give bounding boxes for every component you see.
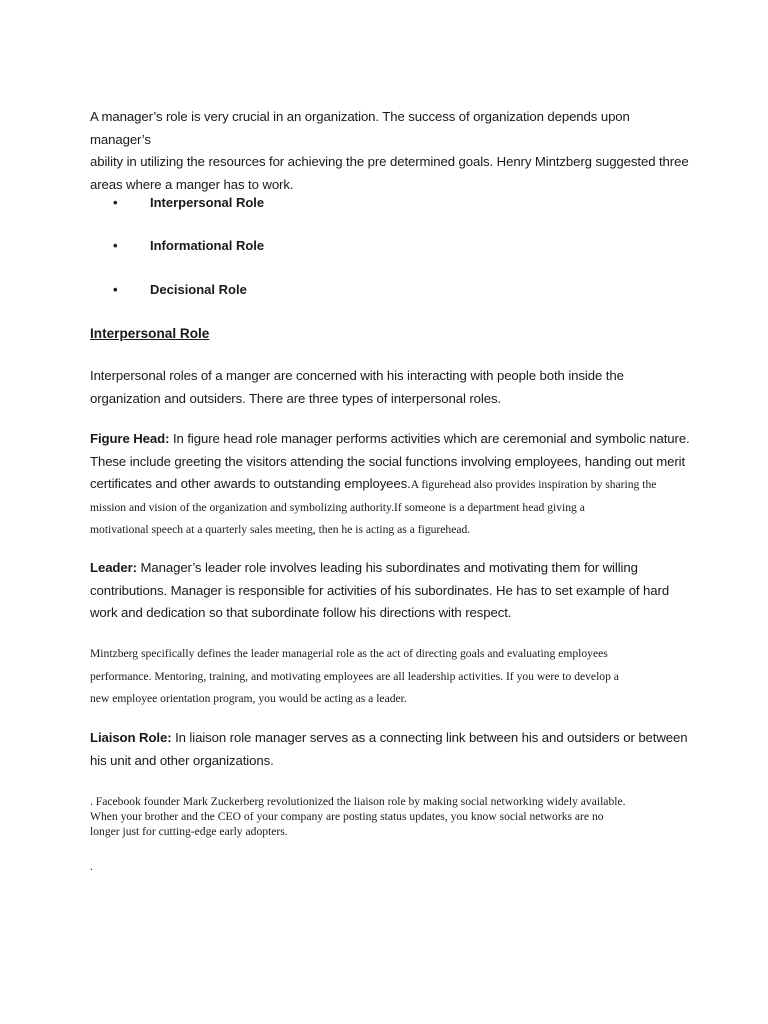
text-line: In liaison role manager serves as a connecting link between his and outsiders or between — [171, 730, 688, 745]
text-line: In figure head role manager performs activities which are ceremonial and symbolic nature. — [169, 431, 690, 446]
section-heading: Interpersonal Role — [90, 326, 210, 341]
interpersonal-intro-paragraph — [90, 365, 690, 410]
text-line: . Facebook founder Mark Zuckerberg revolutionized the liaison role by making social networking widely available. — [90, 795, 626, 808]
text-line: Mintzberg specifically defines the leader managerial role as the act of directing goals and evaluating employees — [90, 647, 608, 660]
role-list-item — [113, 238, 264, 253]
role-list-item — [113, 282, 247, 297]
role-label: Decisional Role — [150, 282, 247, 297]
text-line: Manager’s leader role involves leading his subordinates and motivating them for willing — [136, 560, 638, 575]
text-line: new employee orientation program, you would be acting as a leader. — [90, 692, 407, 706]
role-list-item — [113, 195, 264, 210]
role-label: Informational Role — [150, 238, 265, 253]
bullet-icon: • — [113, 195, 118, 210]
text-line: longer just for cutting-edge early adopters. — [90, 825, 288, 838]
text-line: mission and vision of the organization and symbolizing authority.If someone is a department head giving a — [90, 500, 585, 514]
facebook-paragraph — [90, 794, 690, 839]
text-line: work and dedication so that subordinate follow his directions with respect. — [90, 605, 512, 621]
mintzberg-leader-paragraph — [90, 643, 690, 711]
text-line: organization and outsiders. There are three types of interpersonal roles. — [90, 390, 502, 406]
text-line: areas where a manger has to work. — [90, 176, 294, 192]
text-line: motivational speech at a quarterly sales meeting, then he is acting as a figurehead. — [90, 523, 471, 537]
liaison-paragraph — [90, 727, 690, 772]
text-line: Interpersonal roles of a manger are concerned with his interacting with people both inside the — [90, 368, 624, 383]
intro-paragraph — [90, 106, 690, 196]
text-line: certificates and other awards to outstanding employees. — [90, 476, 411, 492]
trailing-dot: . — [90, 860, 93, 873]
leader-paragraph — [90, 557, 690, 625]
term-label: Liaison Role: — [90, 730, 172, 745]
role-label: Interpersonal Role — [150, 195, 265, 210]
text-line: A figurehead also provides inspiration by sharing the — [410, 478, 657, 492]
text-line: his unit and other organizations. — [90, 752, 274, 768]
text-line: performance. Mentoring, training, and motivating employees are all leadership activities. If you were to develop a — [90, 669, 619, 683]
text-line: When your brother and the CEO of your company are posting status updates, you know social networks are no — [90, 810, 604, 823]
text-line: These include greeting the visitors attending the social functions involving employees, handing out merit — [90, 453, 686, 469]
term-label: Leader: — [90, 560, 137, 575]
bullet-icon: • — [113, 282, 118, 297]
text-line: ability in utilizing the resources for achieving the pre determined goals. Henry Mintzberg suggested three — [90, 154, 689, 170]
term-label: Figure Head: — [90, 431, 170, 446]
bullet-icon: • — [113, 238, 118, 253]
figure-head-paragraph — [90, 428, 690, 542]
text-line: A manager’s role is very crucial in an organization. The success of organization depends upon manager’s — [90, 109, 630, 147]
text-line: contributions. Manager is responsible for activities of his subordinates. He has to set example of hard — [90, 582, 670, 598]
